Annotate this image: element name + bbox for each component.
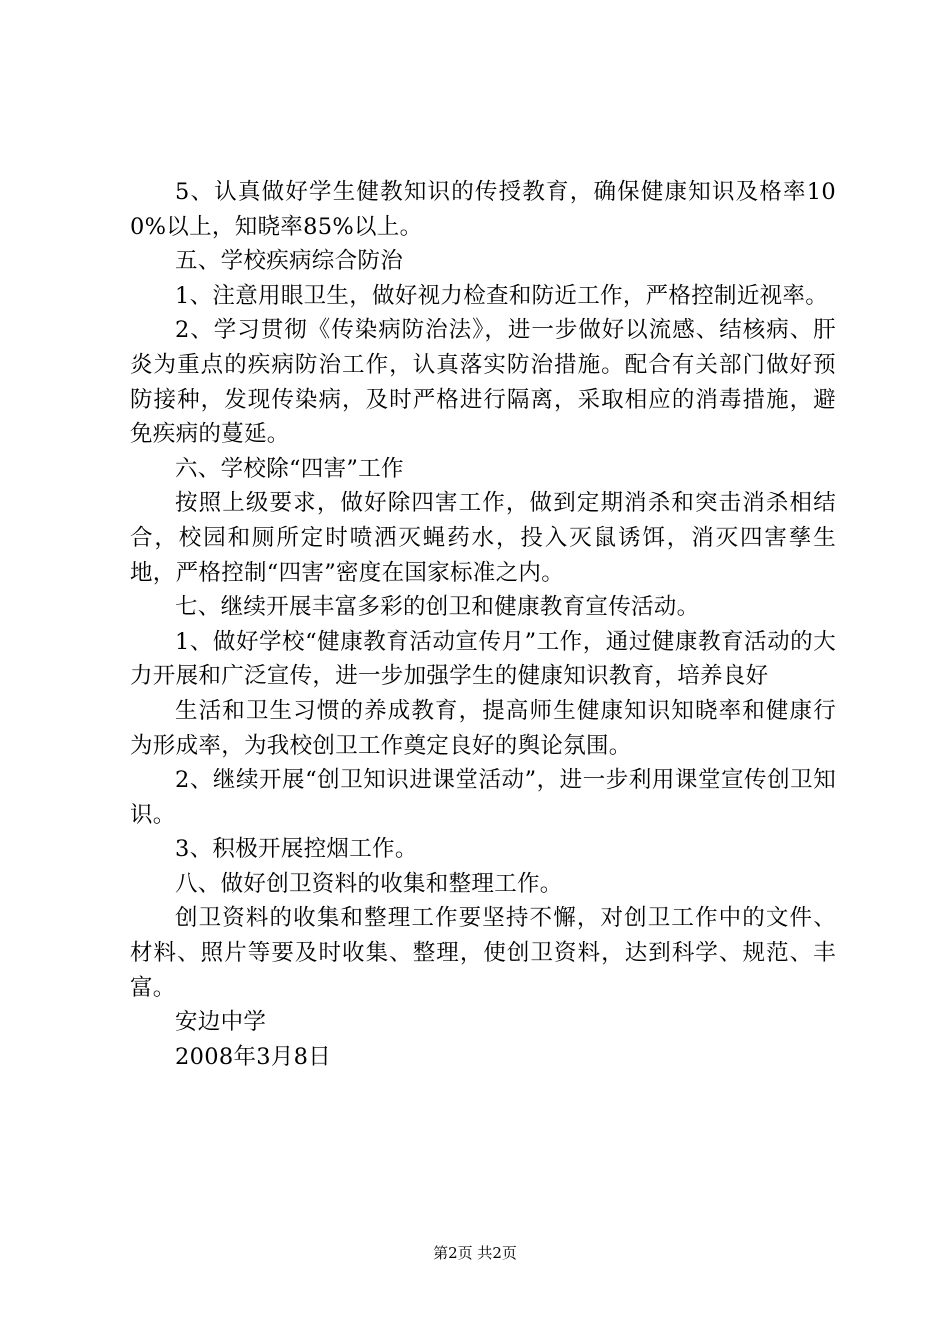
signature-school: 安边中学 xyxy=(175,1009,267,1036)
heading-four-pests: 六、学校除“四害”工作 xyxy=(175,455,404,482)
paragraph-habits-education: 生活和卫生习惯的养成教育，提高师生健康知识知晓率和健康行为形成率，为我校创卫工作奠定良好的舆论氛围。 xyxy=(130,697,836,759)
paragraph-four-pests: 按照上级要求，做好除四害工作，做到定期消杀和突击消杀相结合，校园和厕所定时喷洒灭蝇药水，投入灭鼠诱饵，消灭四害孳生地，严格控制“四害”密度在国家标准之内。 xyxy=(130,490,836,586)
paragraph-health-knowledge: 5、认真做好学生健教知识的传授教育，确保健康知识及格率100%以上，知晓率85%以上。 xyxy=(130,179,836,240)
page-footer: 第2页 共2页 xyxy=(433,1244,517,1262)
heading-disease-prevention: 五、学校疾病综合防治 xyxy=(175,248,404,275)
paragraph-infectious-disease-law: 2、学习贯彻《传染病防治法》，进一步做好以流感、结核病、肝炎为重点的疾病防治工作，认真落实防治措施。配合有关部门做好预防接种，发现传染病，及时严格进行隔离，采取相应的消毒措施，避免疾病的蔓延。 xyxy=(130,317,836,448)
signature-date: 2008年3月8日 xyxy=(175,1043,332,1070)
heading-publicity-activities: 七、继续开展丰富多彩的创卫和健康教育宣传活动。 xyxy=(175,594,700,621)
paragraph-publicity-month: 1、做好学校“健康教育活动宣传月”工作，通过健康教育活动的大力开展和广泛宣传，进一步加强学生的健康知识教育，培养良好 xyxy=(130,628,836,690)
heading-materials: 八、做好创卫资料的收集和整理工作。 xyxy=(175,870,563,897)
paragraph-materials: 创卫资料的收集和整理工作要坚持不懈，对创卫工作中的文件、材料、照片等要及时收集、整理，使创卫资料，达到科学、规范、丰富。 xyxy=(130,905,836,1001)
paragraph-tobacco-control: 3、积极开展控烟工作。 xyxy=(175,836,418,863)
document-body xyxy=(130,175,836,1074)
paragraph-eye-hygiene: 1、注意用眼卫生，做好视力检查和防近工作，严格控制近视率。 xyxy=(175,282,829,309)
paragraph-classroom-activity: 2、继续开展“创卫知识进课堂活动”，进一步利用课堂宣传创卫知识。 xyxy=(130,767,836,828)
